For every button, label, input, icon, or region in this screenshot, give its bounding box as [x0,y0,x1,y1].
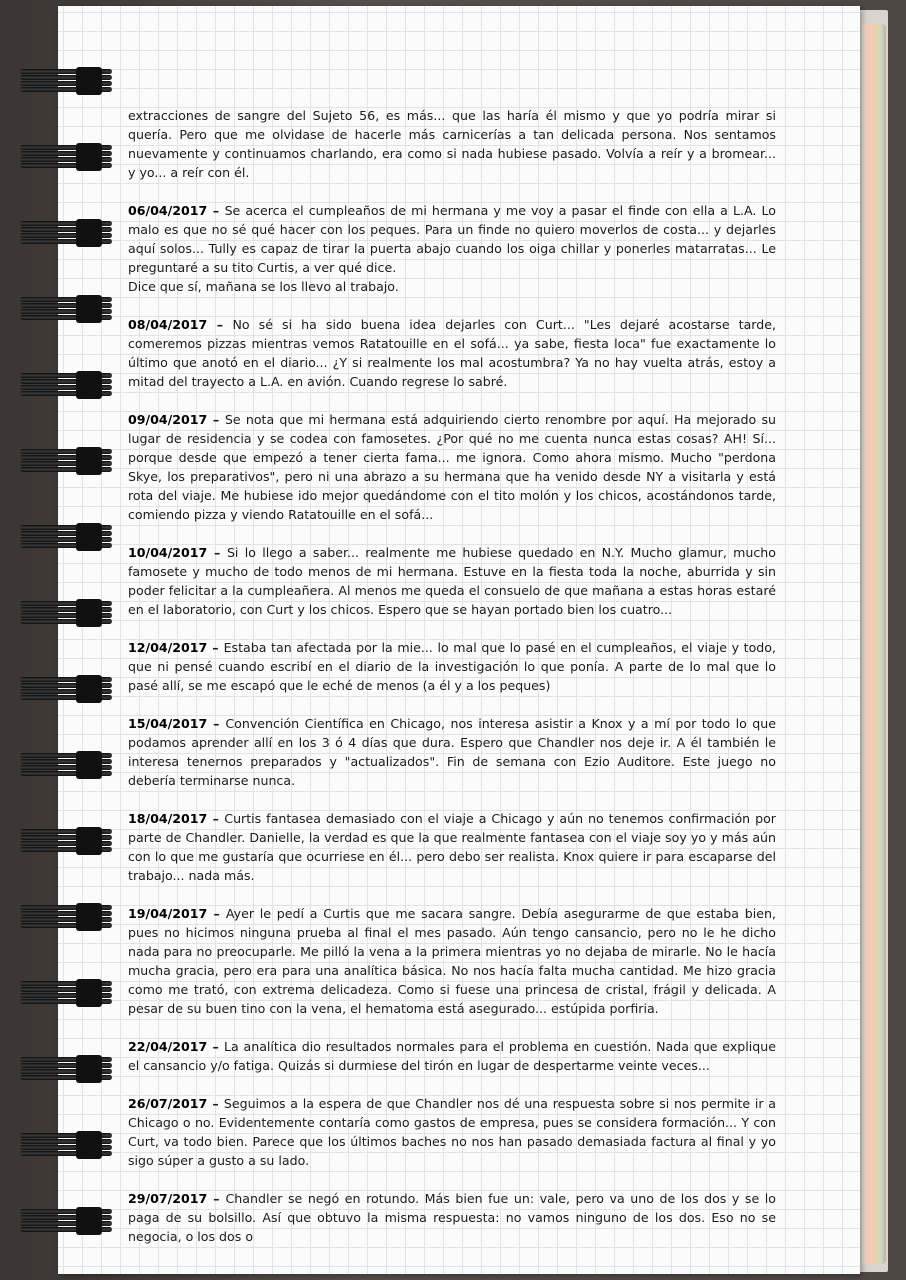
entry-text: Convención Científica en Chicago, nos interesa asistir a Knox y a mí por todo lo que podamos aprender allí en los 3 ó 4 días que dura. Espero que Chandler nos deje ir. A él también le interesa tenernos preparados y "actualizados". Fin de semana con Ezio Auditore. Este juego no debería terminarse nunca. [128,716,776,788]
entry-separator: – [207,811,225,826]
entry-separator: – [207,906,226,921]
binding-hole [76,827,102,855]
entry-date: 19/04/2017 [128,906,208,921]
binding-hole [76,447,102,475]
entry-date: 29/07/2017 [128,1191,208,1206]
entry-separator: – [207,545,227,560]
entry-date: 26/07/2017 [128,1096,208,1111]
entry-separator: – [207,1191,226,1206]
entry-text: Se acerca el cumpleaños de mi hermana y me voy a pasar el finde con ella a L.A. Lo malo es que no sé qué hacer con los peques. Para un finde no quiero moverlos de costa... y dejarles aquí solos... Tully es capaz de tirar la puerta abajo cuando los oiga chillar y ponerles matarratas... Le preguntaré a su tito Curtis, a ver qué dice. [128,203,776,275]
entry-separator: – [207,203,225,218]
entry-text: extracciones de sangre del Sujeto 56, es más... que las haría él mismo y que yo podría mirar si quería. Pero que me olvidase de hacerle más carnicerías a tan delicada persona. Nos sentamos nuevamente y continuamos charlando, era como si nada hubiese pasado. Volvía a reír y a bromear... y yo... a reír con él. [128,108,776,180]
binding-hole [76,67,102,95]
binding-hole [76,1207,102,1235]
entry-separator: – [207,412,225,427]
spiral-ring [20,1206,116,1236]
binding-hole [76,979,102,1007]
spiral-ring [20,750,116,780]
diary-entry [128,809,776,885]
binding-hole [76,1055,102,1083]
entry-text: Chandler se negó en rotundo. Más bien fue un: vale, pero va uno de los dos y se lo paga de su bolsillo. Así que obtuvo la misma respuesta: no vamos ninguno de los dos. Eso no se negocia, o los dos o [128,1191,776,1244]
entry-date: 12/04/2017 [128,640,208,655]
spiral-ring [20,826,116,856]
diary-entry [128,904,776,1018]
binding-hole [76,219,102,247]
diary-entry [128,1189,776,1246]
diary-entry [128,410,776,524]
spiral-ring [20,598,116,628]
spiral-ring [20,674,116,704]
entry-separator: – [207,1039,224,1054]
spiral-ring [20,902,116,932]
entry-text: Seguimos a la espera de que Chandler nos dé una respuesta sobre si nos permite ir a Chicago o no. Evidentemente contaría como gastos de empresa, pues se considera formación... Y con Curt, va todo bien. Parece que los últimos baches no nos han pasado demasiada factura al final y yo sigo súper a gusto a su lado. [128,1096,776,1168]
entry-text: Ayer le pedí a Curtis que me sacara sangre. Debía asegurarme de que estaba bien, pues no hicimos ninguna prueba al final el mes pasado. Aún tengo cansancio, pero no le he dicho nada para no preocuparle. Me pilló la vena a la primera mientras yo no dejaba de mirarle. No le hacía mucha gracia, pero era para una analítica básica. No nos hacía falta mucha cantidad. Me hizo gracia como me trató, con extrema delicadeza. Como si fuese una princesa de cristal, frágil y delicada. A pesar de su buen tino con la vena, el hematoma está asegurado... estúpida porfiria. [128,906,776,1016]
diary-entry [128,1037,776,1075]
spiral-ring [20,446,116,476]
entry-text: Si lo llego a saber... realmente me hubiese quedado en N.Y. Mucho glamur, mucho famosete y mucho de todo menos de mi hermana. Estuve en la fiesta toda la noche, aburrida y sin poder felicitar a la cumpleañera. Al menos me queda el consuelo de que mañana a estas horas estaré en el laboratorio, con Curt y los chicos. Espero que se hayan portado bien los cuatro... [128,545,776,617]
entry-separator: – [207,716,226,731]
entry-separator: – [207,640,224,655]
entry-text-extra: Dice que sí, mañana se los llevo al trabajo. [128,279,399,294]
entry-text: Se nota que mi hermana está adquiriendo cierto renombre por aquí. Ha mejorado su lugar de residencia y se codea con famosetes. ¿Por qué no me cuenta nunca estas cosas? AH! Sí... porque desde que empezó a tener cierta fama... me ignora. Como ahora mismo. Mucho "perdona Skye, los preparativos", pero ni una abrazo a su hermana que ha venido desde NY a visitarla y está rota del viaje. Me hubiese ido mejor quedándome con el tito molón y los chicos, acostándonos tarde, comiendo pizza y viendo Ratatouille en el sofá... [128,412,776,522]
entry-text: Curtis fantasea demasiado con el viaje a Chicago y aún no tenemos confirmación por parte de Chandler. Danielle, la verdad es que la que realmente fantasea con el viaje soy yo y más aún con lo que me gustaría que ocurriese en él... pero debo ser realista. Knox quiere ir para escaparse del trabajo... nada más. [128,811,776,883]
diary-entry [128,315,776,391]
binding-hole [76,371,102,399]
entry-date: 08/04/2017 [128,317,208,332]
entry-separator: – [207,1096,224,1111]
spiral-ring [20,978,116,1008]
diary-entry [128,106,776,182]
binding-hole [76,903,102,931]
spiral-ring [20,142,116,172]
binding-hole [76,675,102,703]
binding-hole [76,599,102,627]
binding-hole [76,295,102,323]
entry-date: 10/04/2017 [128,545,208,560]
diary-entry [128,638,776,695]
binding-hole [76,751,102,779]
spiral-ring [20,218,116,248]
entry-date: 09/04/2017 [128,412,208,427]
spiral-ring [20,370,116,400]
binding-hole [76,1131,102,1159]
binding-hole [76,143,102,171]
diary-entry [128,201,776,296]
entry-date: 15/04/2017 [128,716,208,731]
entry-date: 22/04/2017 [128,1039,208,1054]
entry-date: 06/04/2017 [128,203,208,218]
spiral-ring [20,522,116,552]
spiral-ring [20,66,116,96]
spiral-ring [20,1054,116,1084]
entry-text: La analítica dio resultados normales para el problema en cuestión. Nada que explique el cansancio y/o fatiga. Quizás si durmiese del tirón en lugar de despertarme veinte veces... [128,1039,776,1073]
entry-date: 18/04/2017 [128,811,208,826]
spiral-ring [20,294,116,324]
diary-entry [128,1094,776,1170]
notebook-page-edges [862,24,886,1264]
entry-text: No sé si ha sido buena idea dejarles con Curt... "Les dejaré acostarse tarde, comeremos pizzas mientras vemos Ratatouille en el sofá... ya sabe, fiesta loca" fue exactamente lo último que anotó en el diario... ¿Y si realmente los mal acostumbra? Ya no hay vuelta atrás, estoy a mitad del trayecto a L.A. en avión. Cuando regrese lo sabré. [128,317,776,389]
spiral-binding [14,0,114,1280]
diary-entry [128,714,776,790]
entry-separator: – [207,317,233,332]
diary-entry [128,543,776,619]
diary-text [128,106,776,1265]
entry-text: Estaba tan afectada por la mie... lo mal que lo pasé en el cumpleaños, el viaje y todo, que ni pensé cuando escribí en el diario de la investigación lo que ponía. A parte de lo mal que lo pasé allí, se me escapó que le eché de menos (a él y a los peques) [128,640,777,693]
spiral-ring [20,1130,116,1160]
binding-hole [76,523,102,551]
